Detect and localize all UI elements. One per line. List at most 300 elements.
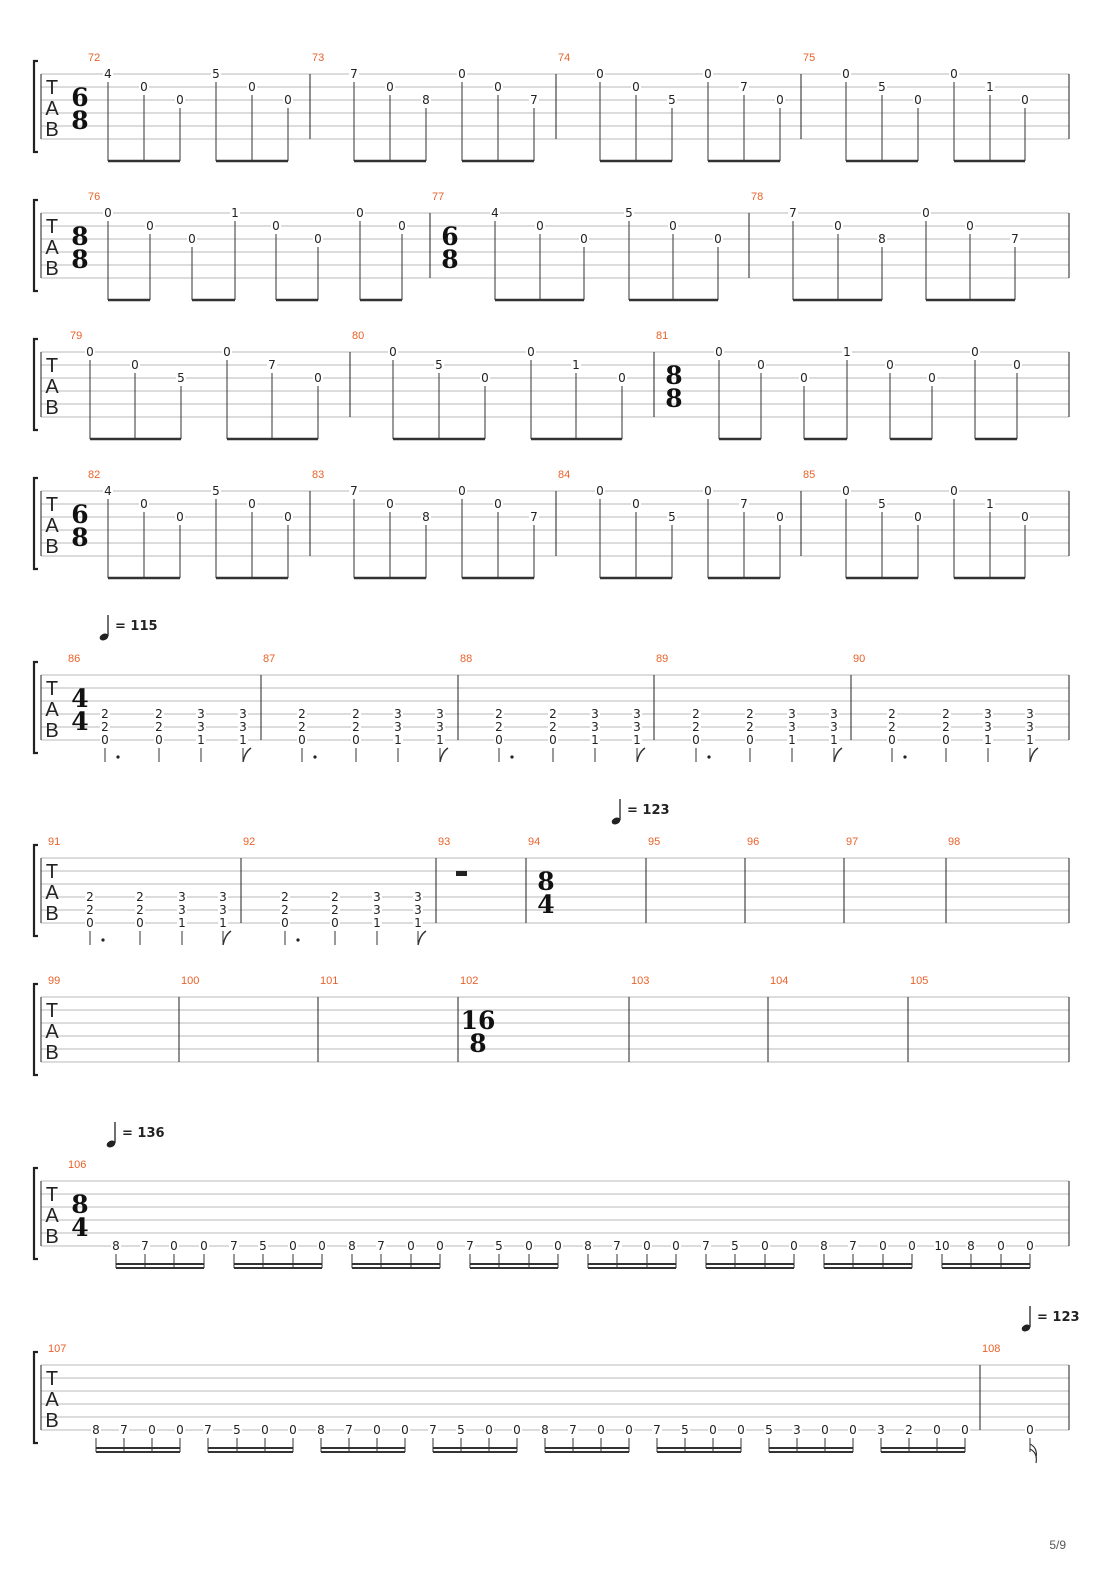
time-sig-numerator: 8 xyxy=(71,1190,89,1219)
time-sig-numerator: 8 xyxy=(665,361,683,390)
fret-number: 0 xyxy=(436,1239,444,1253)
measure xyxy=(556,52,785,161)
tab-system xyxy=(34,469,1069,578)
fret-number: 0 xyxy=(248,80,256,94)
time-sig-numerator: 8 xyxy=(71,222,89,251)
fret-number: 0 xyxy=(597,1423,605,1437)
time-sig-numerator: 6 xyxy=(441,222,459,251)
tab-note xyxy=(349,484,359,578)
measure xyxy=(980,1343,1036,1463)
fret-number: 7 xyxy=(429,1423,437,1437)
tab-clef xyxy=(45,861,59,925)
tab-note xyxy=(139,80,149,161)
tab-note xyxy=(714,345,724,439)
measure xyxy=(310,52,539,161)
tab-note xyxy=(372,890,382,945)
fret-number: 0 xyxy=(834,219,842,233)
fret-number: 3 xyxy=(197,720,205,734)
tab-clef-letter: B xyxy=(45,1042,59,1064)
fret-number: 3 xyxy=(830,707,838,721)
fret-number: 0 xyxy=(389,345,397,359)
note-flag xyxy=(1030,748,1038,762)
fret-number: 3 xyxy=(414,903,422,917)
fret-number: 0 xyxy=(950,484,958,498)
fret-number: 5 xyxy=(233,1423,241,1437)
fret-number: 0 xyxy=(104,206,112,220)
tab-note xyxy=(130,358,140,439)
tab-system xyxy=(34,52,1069,161)
measure-number: 74 xyxy=(558,52,571,64)
fret-number: 1 xyxy=(830,733,838,747)
tab-note xyxy=(985,497,995,578)
fret-number: 0 xyxy=(356,206,364,220)
system-bracket xyxy=(34,845,38,936)
measure-number: 78 xyxy=(751,191,764,203)
fret-number: 0 xyxy=(170,1239,178,1253)
measure xyxy=(88,191,407,300)
fret-number: 0 xyxy=(481,371,489,385)
measure xyxy=(261,653,448,762)
fret-number: 8 xyxy=(584,1239,592,1253)
note-flag xyxy=(243,748,251,762)
tab-clef-letter: A xyxy=(45,699,59,721)
fret-number: 0 xyxy=(790,1239,798,1253)
tab-note xyxy=(457,484,467,578)
tab-note xyxy=(85,345,95,439)
fret-number: 0 xyxy=(284,510,292,524)
fret-number: 7 xyxy=(653,1423,661,1437)
measure-number: 88 xyxy=(460,653,473,665)
fret-number: 0 xyxy=(672,1239,680,1253)
fret-number: 0 xyxy=(942,733,950,747)
fret-number: 4 xyxy=(104,484,112,498)
fret-number: 3 xyxy=(1026,707,1034,721)
fret-number: 2 xyxy=(101,720,109,734)
fret-number: 0 xyxy=(757,358,765,372)
fret-number: 7 xyxy=(466,1239,474,1253)
tab-note xyxy=(103,206,113,300)
measure-number: 75 xyxy=(803,52,816,64)
tab-note xyxy=(490,206,500,300)
system-bracket xyxy=(34,662,38,753)
tab-note xyxy=(283,93,293,161)
fret-number: 2 xyxy=(888,720,896,734)
tab-note xyxy=(913,93,923,161)
fret-number: 7 xyxy=(569,1423,577,1437)
fret-number: 3 xyxy=(178,903,186,917)
fret-number: 7 xyxy=(849,1239,857,1253)
measure-number: 76 xyxy=(88,191,101,203)
measure-number: 79 xyxy=(70,330,83,342)
tab-clef xyxy=(45,678,59,742)
fret-number: 2 xyxy=(331,903,339,917)
time-sig-denominator: 4 xyxy=(71,707,89,736)
measure-number: 82 xyxy=(88,469,101,481)
tab-note xyxy=(385,80,395,161)
tab-note xyxy=(313,371,323,439)
measure-number: 85 xyxy=(803,469,816,481)
fret-number: 0 xyxy=(625,1423,633,1437)
measure xyxy=(654,330,1022,439)
fret-number: 1 xyxy=(219,916,227,930)
fret-number: 7 xyxy=(268,358,276,372)
fret-number: 0 xyxy=(618,371,626,385)
tab-note xyxy=(388,345,398,439)
tab-note xyxy=(175,510,185,578)
fret-number: 0 xyxy=(776,93,784,107)
fret-number: 2 xyxy=(298,720,306,734)
fret-number: 0 xyxy=(888,733,896,747)
measure-number: 107 xyxy=(48,1343,67,1355)
fret-number: 0 xyxy=(101,733,109,747)
fret-number: 1 xyxy=(178,916,186,930)
tab-note xyxy=(965,219,975,300)
fret-number: 5 xyxy=(765,1423,773,1437)
half-rest xyxy=(456,871,467,876)
fret-number: 8 xyxy=(92,1423,100,1437)
note-flag xyxy=(223,931,231,945)
system-bracket xyxy=(34,478,38,569)
measure xyxy=(241,836,426,945)
system-bracket xyxy=(34,984,38,1075)
fret-number: 0 xyxy=(922,206,930,220)
tab-clef-letter: T xyxy=(45,355,59,377)
tab-note xyxy=(668,219,678,300)
tab-note xyxy=(349,67,359,161)
tab-note xyxy=(145,219,155,300)
fret-number: 2 xyxy=(942,707,950,721)
tab-note xyxy=(330,890,340,945)
fret-number: 0 xyxy=(458,67,466,81)
tab-clef-letter: B xyxy=(45,1226,59,1248)
tab-note xyxy=(175,93,185,161)
tab-note xyxy=(877,232,887,300)
measure xyxy=(48,975,60,987)
measure-number: 91 xyxy=(48,836,61,848)
measure-number: 106 xyxy=(68,1159,87,1171)
tab-note xyxy=(579,232,589,300)
tab-note xyxy=(103,67,113,161)
tab-clef xyxy=(45,355,59,419)
fret-number: 1 xyxy=(394,733,402,747)
fret-number: 0 xyxy=(386,497,394,511)
fret-number: 0 xyxy=(176,510,184,524)
fret-number: 0 xyxy=(140,497,148,511)
tab-note xyxy=(196,707,206,762)
fret-number: 1 xyxy=(572,358,580,372)
tab-note xyxy=(617,371,627,439)
tab-note xyxy=(887,707,897,762)
tab-note xyxy=(703,484,713,578)
fret-number: 0 xyxy=(176,93,184,107)
fret-number: 0 xyxy=(494,80,502,94)
fret-number: 1 xyxy=(1026,733,1034,747)
fret-number: 1 xyxy=(239,733,247,747)
fret-number: 1 xyxy=(788,733,796,747)
fret-number: 8 xyxy=(422,510,430,524)
tab-clef-letter: B xyxy=(45,258,59,280)
measure-number: 96 xyxy=(747,836,760,848)
fret-number: 7 xyxy=(141,1239,149,1253)
fret-number: 5 xyxy=(668,510,676,524)
tab-clef-letter: A xyxy=(45,237,59,259)
fret-number: 0 xyxy=(223,345,231,359)
fret-number: 0 xyxy=(879,1239,887,1253)
system-bracket xyxy=(34,200,38,291)
measure-number: 108 xyxy=(982,1343,1001,1355)
fret-number: 2 xyxy=(692,720,700,734)
time-sig-denominator: 8 xyxy=(71,245,89,274)
fret-number: 0 xyxy=(966,219,974,233)
fret-number: 0 xyxy=(272,219,280,233)
tab-clef-letter: A xyxy=(45,1389,59,1411)
tab-system xyxy=(34,615,1069,762)
fret-number: 3 xyxy=(633,707,641,721)
tab-note xyxy=(1025,1423,1035,1452)
measure-number: 89 xyxy=(656,653,669,665)
tab-system xyxy=(34,799,1069,945)
tab-note xyxy=(703,67,713,161)
fret-number: 0 xyxy=(298,733,306,747)
fret-number: 3 xyxy=(793,1423,801,1437)
tab-note xyxy=(313,232,323,300)
fret-number: 7 xyxy=(204,1423,212,1437)
fret-number: 3 xyxy=(830,720,838,734)
measure-number: 94 xyxy=(528,836,541,848)
measure xyxy=(68,1159,1035,1268)
tab-note xyxy=(631,497,641,578)
fret-number: 0 xyxy=(632,497,640,511)
fret-number: 0 xyxy=(800,371,808,385)
tab-note xyxy=(877,80,887,161)
tab-clef xyxy=(45,1368,59,1432)
fret-number: 7 xyxy=(530,510,538,524)
tab-note xyxy=(949,484,959,578)
tab-note xyxy=(775,93,785,161)
fret-number: 3 xyxy=(1026,720,1034,734)
fret-number: 2 xyxy=(136,890,144,904)
measure xyxy=(88,469,293,578)
time-signature xyxy=(71,684,88,736)
time-signature xyxy=(71,222,88,274)
time-signature xyxy=(441,222,458,274)
augmentation-dot xyxy=(116,755,119,758)
augmentation-dot xyxy=(313,755,316,758)
fret-number: 0 xyxy=(714,232,722,246)
time-signature xyxy=(71,500,88,552)
measure xyxy=(749,191,1020,300)
fret-number: 7 xyxy=(120,1423,128,1437)
tab-system xyxy=(34,1306,1080,1463)
measure-number: 87 xyxy=(263,653,276,665)
tab-clef-letter: A xyxy=(45,98,59,120)
fret-number: 0 xyxy=(140,80,148,94)
tab-note xyxy=(590,707,600,762)
fret-number: 0 xyxy=(86,345,94,359)
measure-number: 84 xyxy=(558,469,571,481)
fret-number: 0 xyxy=(146,219,154,233)
fret-number: 8 xyxy=(878,232,886,246)
tab-note xyxy=(526,345,536,439)
tab-note xyxy=(985,80,995,161)
fret-number: 8 xyxy=(967,1239,975,1253)
fret-number: 0 xyxy=(527,345,535,359)
measure-number: 104 xyxy=(770,975,789,987)
tab-note xyxy=(842,345,852,439)
fret-number: 0 xyxy=(715,345,723,359)
fret-number: 5 xyxy=(731,1239,739,1253)
measure-number: 97 xyxy=(846,836,859,848)
measure-number: 73 xyxy=(312,52,325,64)
measure xyxy=(458,653,645,762)
fret-number: 0 xyxy=(136,916,144,930)
fret-number: 0 xyxy=(1026,1423,1034,1437)
tab-note xyxy=(739,497,749,578)
tab-note xyxy=(480,371,490,439)
tab-system xyxy=(34,330,1069,439)
fret-number: 4 xyxy=(491,206,499,220)
tab-note xyxy=(385,497,395,578)
measure xyxy=(45,836,231,945)
fret-number: 8 xyxy=(112,1239,120,1253)
fret-number: 8 xyxy=(317,1423,325,1437)
fret-number: 5 xyxy=(212,67,220,81)
fret-number: 5 xyxy=(177,371,185,385)
tab-note xyxy=(139,497,149,578)
tab-note xyxy=(713,232,723,300)
fret-number: 3 xyxy=(984,720,992,734)
augmentation-dot xyxy=(510,755,513,758)
fret-number: 0 xyxy=(289,1423,297,1437)
fret-number: 5 xyxy=(457,1423,465,1437)
fret-number: 8 xyxy=(541,1423,549,1437)
augmentation-dot xyxy=(101,938,104,941)
fret-number: 0 xyxy=(1021,510,1029,524)
fret-number: 4 xyxy=(104,67,112,81)
time-sig-numerator: 4 xyxy=(71,684,89,713)
fret-number: 0 xyxy=(148,1423,156,1437)
fret-number: 0 xyxy=(549,733,557,747)
fret-number: 2 xyxy=(942,720,950,734)
fret-number: 2 xyxy=(86,890,94,904)
tab-note xyxy=(103,484,113,578)
augmentation-dot xyxy=(903,755,906,758)
tab-clef-letter: T xyxy=(45,678,59,700)
fret-number: 3 xyxy=(219,903,227,917)
fret-number: 3 xyxy=(178,890,186,904)
fret-number: 2 xyxy=(86,903,94,917)
fret-number: 7 xyxy=(613,1239,621,1253)
measure xyxy=(68,653,251,762)
tab-note xyxy=(1012,358,1022,439)
measure xyxy=(430,191,723,300)
tab-note xyxy=(280,890,290,945)
fret-number: 3 xyxy=(394,707,402,721)
tab-note xyxy=(535,219,545,300)
fret-number: 3 xyxy=(239,720,247,734)
tab-note xyxy=(177,890,187,945)
fret-number: 0 xyxy=(709,1423,717,1437)
tab-note xyxy=(283,510,293,578)
tab-note xyxy=(211,67,221,161)
tab-note xyxy=(571,358,581,439)
fret-number: 3 xyxy=(877,1423,885,1437)
tab-clef-letter: B xyxy=(45,119,59,141)
fret-number: 0 xyxy=(908,1239,916,1253)
tab-clef-letter: B xyxy=(45,903,59,925)
fret-number: 2 xyxy=(101,707,109,721)
fret-number: 0 xyxy=(632,80,640,94)
tab-note xyxy=(529,510,539,578)
measure xyxy=(70,330,323,439)
measure-number: 103 xyxy=(631,975,650,987)
tab-clef-letter: T xyxy=(45,1184,59,1206)
fret-number: 1 xyxy=(231,206,239,220)
fret-number: 5 xyxy=(681,1423,689,1437)
measure xyxy=(350,330,627,439)
tab-note xyxy=(297,707,307,762)
fret-number: 0 xyxy=(580,232,588,246)
system-bracket xyxy=(34,339,38,430)
fret-number: 0 xyxy=(458,484,466,498)
measure xyxy=(88,52,293,161)
tab-note xyxy=(1020,510,1030,578)
tab-note xyxy=(1010,232,1020,300)
fret-number: 0 xyxy=(950,67,958,81)
tempo-value: = 136 xyxy=(122,1126,165,1141)
tab-note xyxy=(788,206,798,300)
fret-number: 0 xyxy=(352,733,360,747)
fret-number: 2 xyxy=(495,707,503,721)
note-flag xyxy=(418,931,426,945)
fret-number: 7 xyxy=(789,206,797,220)
fret-number: 0 xyxy=(261,1423,269,1437)
fret-number: 0 xyxy=(314,371,322,385)
tab-note xyxy=(631,80,641,161)
fret-number: 0 xyxy=(289,1239,297,1253)
fret-number: 3 xyxy=(239,707,247,721)
tab-clef-letter: A xyxy=(45,376,59,398)
measure-number: 98 xyxy=(948,836,961,848)
fret-number: 5 xyxy=(668,93,676,107)
fret-number: 3 xyxy=(633,720,641,734)
tab-note xyxy=(548,707,558,762)
time-signature xyxy=(71,83,88,135)
fret-number: 1 xyxy=(373,916,381,930)
fret-number: 2 xyxy=(352,707,360,721)
tab-note xyxy=(595,67,605,161)
measure-number: 83 xyxy=(312,469,325,481)
measure-number: 105 xyxy=(910,975,929,987)
tab-note xyxy=(494,707,504,762)
time-sig-denominator: 8 xyxy=(441,245,459,274)
tab-clef-letter: A xyxy=(45,515,59,537)
fret-number: 0 xyxy=(886,358,894,372)
tab-clef xyxy=(45,216,59,280)
tab-note xyxy=(529,93,539,161)
tab-note xyxy=(271,219,281,300)
tab-note xyxy=(493,497,503,578)
tab-note xyxy=(154,707,164,762)
fret-number: 0 xyxy=(86,916,94,930)
fret-number: 2 xyxy=(352,720,360,734)
time-signature xyxy=(461,1006,496,1058)
fret-number: 0 xyxy=(746,733,754,747)
fret-number: 3 xyxy=(591,720,599,734)
fret-number: 2 xyxy=(692,707,700,721)
fret-number: 3 xyxy=(414,890,422,904)
tab-note xyxy=(421,510,431,578)
